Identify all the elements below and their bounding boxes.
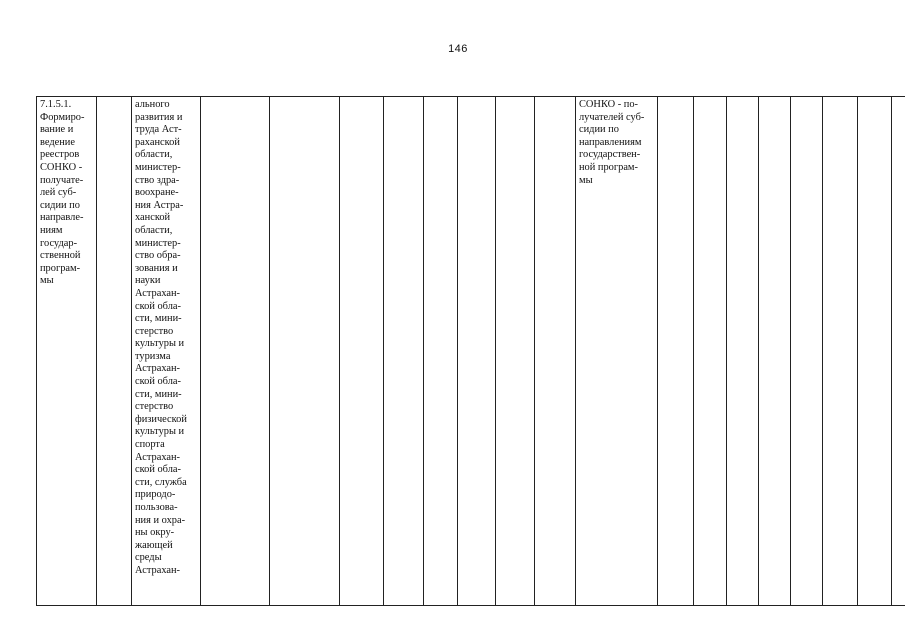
- empty-cell: [858, 97, 892, 606]
- empty-cell: [458, 97, 496, 606]
- empty-cell: [791, 97, 823, 606]
- empty-cell: [270, 97, 340, 606]
- table-row: [37, 97, 905, 606]
- result-indicator-cell: СОНКО - по- лучателей суб- сидии по направлениям государствен- ной програм- мы: [576, 97, 658, 606]
- empty-cell: [759, 97, 791, 606]
- executors-cell: ального развития и труда Аст- раханской области, министер- ство здра- воохране- ния Астра- ханской области, министер- ство обра- зования и науки Астрахан- ской обла- сти, мини- стерство культуры и туризма Астрахан- ской обла- сти, мини- стерство физической культуры и спорта Астрахан- ской обла- сти, служба природо- пользова- ния и охра- ны окру- жающей среды Астрахан-: [132, 97, 201, 606]
- empty-cell: [892, 97, 905, 606]
- empty-cell: [97, 97, 132, 606]
- empty-cell: [658, 97, 694, 606]
- empty-cell: [424, 97, 458, 606]
- empty-cell: [340, 97, 384, 606]
- page-number: 146: [448, 43, 468, 55]
- measure-code-cell: 7.1.5.1. Формиро- вание и ведение реестров СОНКО - получате- лей суб- сидии по направле- ниям государ- ственной програм- мы: [37, 97, 97, 606]
- empty-cell: [694, 97, 727, 606]
- empty-cell: [727, 97, 759, 606]
- empty-cell: [201, 97, 270, 606]
- empty-cell: [823, 97, 858, 606]
- empty-cell: [496, 97, 535, 606]
- program-table: [36, 96, 905, 606]
- empty-cell: [535, 97, 576, 606]
- empty-cell: [384, 97, 424, 606]
